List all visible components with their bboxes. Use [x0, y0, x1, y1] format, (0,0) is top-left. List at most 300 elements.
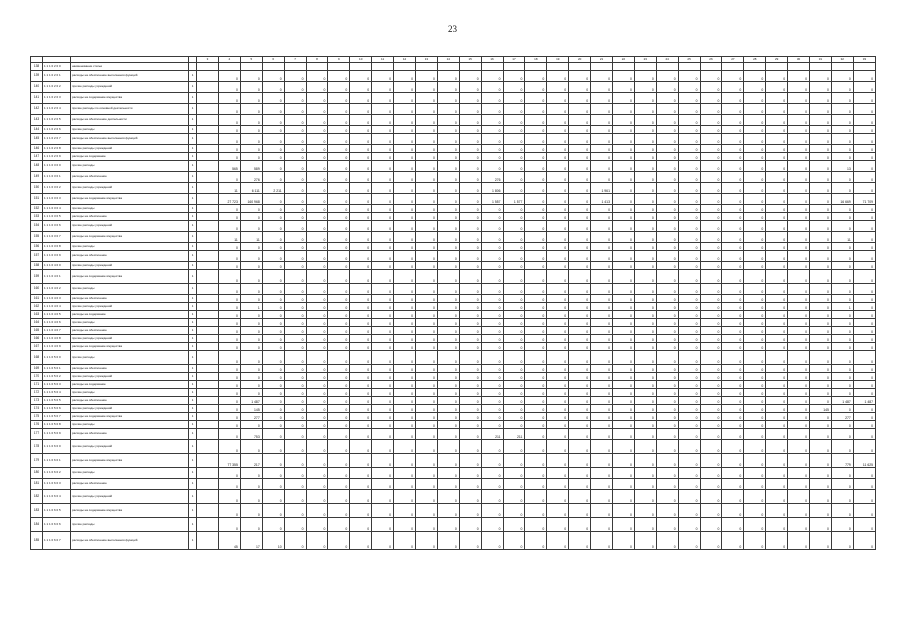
value-cell: 0	[612, 518, 634, 532]
row-name-cell: прочие расходы	[71, 284, 189, 295]
row-number-cell: 174	[31, 405, 43, 413]
value-cell: 0	[766, 343, 788, 351]
row-unit-cell: 1	[189, 115, 197, 126]
value-cell: 0	[306, 440, 328, 454]
value-cell: 0	[722, 335, 744, 343]
value-cell: 0	[547, 413, 569, 421]
value-cell: 0	[415, 504, 437, 518]
value-cell: 0	[350, 172, 372, 183]
row-unit-cell: 1	[189, 532, 197, 550]
row-code-cell: 1 1 1 0 5 0 3	[43, 381, 71, 389]
value-cell: 0	[240, 373, 262, 381]
value-cell	[197, 243, 219, 251]
value-cell: 0	[722, 405, 744, 413]
value-cell: 0	[437, 115, 459, 126]
value-cell: 0	[284, 295, 306, 303]
value-cell: 0	[306, 504, 328, 518]
value-cell: 0	[569, 134, 591, 145]
value-cell	[197, 504, 219, 518]
value-cell: 0	[415, 243, 437, 251]
value-cell: 0	[481, 405, 503, 413]
value-cell: 0	[809, 319, 831, 327]
value-cell: 0	[503, 82, 525, 93]
value-cell: 0	[262, 270, 284, 284]
value-cell: 0	[634, 303, 656, 311]
value-cell: 1	[240, 303, 262, 311]
value-cell: 0	[437, 221, 459, 232]
value-cell: 0	[437, 327, 459, 335]
value-cell: 0	[744, 153, 766, 161]
value-cell: 0	[306, 284, 328, 295]
value-cell: 0	[394, 145, 416, 153]
value-cell: 0	[831, 490, 853, 504]
value-cell: 0	[722, 284, 744, 295]
value-cell: 0	[481, 454, 503, 468]
value-cell: 0	[284, 365, 306, 373]
value-cell: 0	[700, 365, 722, 373]
value-cell: 0	[394, 327, 416, 335]
value-cell: 0	[853, 413, 875, 421]
table-row	[31, 104, 876, 115]
value-cell: 0	[525, 303, 547, 311]
value-cell: 0	[547, 93, 569, 104]
value-cell: 0	[284, 243, 306, 251]
value-cell	[197, 71, 219, 82]
value-cell: 0	[612, 343, 634, 351]
column-header: 4	[218, 57, 240, 63]
value-cell: 0	[853, 327, 875, 335]
value-cell: 0	[372, 351, 394, 365]
value-cell: 0	[766, 327, 788, 335]
value-cell: 0	[284, 172, 306, 183]
row-number-cell: 145	[31, 134, 43, 145]
value-cell: 0	[350, 262, 372, 270]
row-number-cell: 153	[31, 213, 43, 221]
value-cell: 0	[459, 243, 481, 251]
value-cell	[197, 104, 219, 115]
value-cell: 0	[809, 468, 831, 479]
value-cell: 0	[240, 284, 262, 295]
row-code-cell: 1 1 1 0 4 0 8	[43, 335, 71, 343]
value-cell: 0	[809, 93, 831, 104]
value-cell: 17	[240, 532, 262, 550]
value-cell: 0	[284, 284, 306, 295]
value-cell: 0	[262, 468, 284, 479]
value-cell: 0	[240, 213, 262, 221]
value-cell: 0	[569, 518, 591, 532]
value-cell: 0	[678, 440, 700, 454]
value-cell: 0	[525, 490, 547, 504]
value-cell: 0	[415, 327, 437, 335]
table-row	[31, 351, 876, 365]
value-cell: 0	[218, 270, 240, 284]
value-cell: 0	[481, 319, 503, 327]
value-cell: 0	[700, 343, 722, 351]
value-cell: 0	[853, 532, 875, 550]
value-cell: 0	[788, 504, 810, 518]
value-cell: 0	[306, 518, 328, 532]
value-cell: 0	[547, 194, 569, 205]
value-cell: 0	[481, 243, 503, 251]
value-cell: 0	[284, 232, 306, 243]
value-cell: 0	[240, 71, 262, 82]
value-cell: 0	[591, 232, 613, 243]
value-cell: 0	[240, 93, 262, 104]
value-cell: 0	[503, 172, 525, 183]
value-cell: 0	[722, 389, 744, 397]
value-cell: 0	[415, 490, 437, 504]
value-cell: 0	[503, 490, 525, 504]
column-header: 8	[306, 57, 328, 63]
value-cell: 0	[218, 243, 240, 251]
value-cell: 0	[328, 243, 350, 251]
value-cell: 0	[218, 145, 240, 153]
value-cell: 0	[306, 303, 328, 311]
value-cell: 0	[284, 504, 306, 518]
value-cell: 0	[306, 270, 328, 284]
value-cell: 0	[612, 327, 634, 335]
value-cell: 0	[525, 153, 547, 161]
value-cell: 0	[766, 532, 788, 550]
value-cell: 77 355	[218, 454, 240, 468]
value-cell: 0	[591, 115, 613, 126]
value-cell: 0	[415, 479, 437, 490]
value-cell: 0	[744, 221, 766, 232]
value-cell: 0	[831, 153, 853, 161]
value-cell: 0	[722, 221, 744, 232]
column-header: 9	[328, 57, 350, 63]
value-cell: 0	[503, 343, 525, 351]
value-cell: 0	[284, 213, 306, 221]
value-cell: 0	[569, 251, 591, 262]
value-cell: 1 806	[481, 183, 503, 194]
value-cell: 0	[612, 251, 634, 262]
value-cell: 0	[262, 161, 284, 172]
row-code-cell: 1 1 1 0 2 0 4	[43, 104, 71, 115]
value-cell	[197, 373, 219, 381]
value-cell: 0	[612, 172, 634, 183]
value-cell: 0	[459, 303, 481, 311]
value-cell: 0	[678, 468, 700, 479]
value-cell: 0	[766, 172, 788, 183]
value-cell: 0	[853, 262, 875, 270]
value-cell: 0	[240, 145, 262, 153]
value-cell: 0	[547, 115, 569, 126]
value-cell: 0	[700, 284, 722, 295]
value-cell: 0	[459, 93, 481, 104]
column-header: 17	[503, 57, 525, 63]
value-cell: 0	[503, 104, 525, 115]
table-row	[31, 440, 876, 454]
value-cell: 1 961	[591, 183, 613, 194]
value-cell: 0	[415, 335, 437, 343]
value-cell: 0	[481, 335, 503, 343]
table-row	[31, 397, 876, 405]
value-cell: 0	[744, 284, 766, 295]
table-row	[31, 232, 876, 243]
value-cell: 0	[809, 373, 831, 381]
value-cell: 0	[437, 93, 459, 104]
value-cell: 0	[634, 251, 656, 262]
column-header: 23	[634, 57, 656, 63]
value-cell: 0	[766, 183, 788, 194]
value-cell: 0	[766, 232, 788, 243]
value-cell: 0	[481, 389, 503, 397]
value-cell: 0	[328, 468, 350, 479]
row-number-cell: 162	[31, 303, 43, 311]
value-cell: 0	[350, 381, 372, 389]
row-code-cell: 1 1 1 0 3 0 4	[43, 205, 71, 213]
value-cell: 0	[853, 440, 875, 454]
value-cell: 0	[766, 311, 788, 319]
value-cell: 0	[678, 104, 700, 115]
value-cell: 0	[525, 243, 547, 251]
value-cell: 0	[831, 468, 853, 479]
value-cell: 0	[415, 373, 437, 381]
row-number-cell: 154	[31, 221, 43, 232]
value-cell: 0	[744, 194, 766, 205]
value-cell: 0	[809, 303, 831, 311]
value-cell	[197, 194, 219, 205]
value-cell: 0	[700, 454, 722, 468]
table-row	[31, 335, 876, 343]
value-cell: 0	[547, 397, 569, 405]
value-cell: 589	[240, 161, 262, 172]
value-cell: 0	[481, 413, 503, 421]
value-cell: 0	[284, 479, 306, 490]
row-number-cell: 159	[31, 270, 43, 284]
value-cell: 0	[766, 454, 788, 468]
value-cell: 0	[700, 479, 722, 490]
value-cell: 0	[722, 251, 744, 262]
value-cell: 0	[328, 381, 350, 389]
value-cell: 0	[634, 351, 656, 365]
table-row	[31, 126, 876, 134]
value-cell: 27 723	[218, 194, 240, 205]
row-unit-cell: 1	[189, 335, 197, 343]
row-code-cell: 1 1 1 0 3 0 8	[43, 243, 71, 251]
value-cell: 0	[569, 381, 591, 389]
value-cell: 0	[437, 126, 459, 134]
value-cell: 0	[634, 270, 656, 284]
value-cell: 0	[328, 213, 350, 221]
value-cell: 0	[569, 183, 591, 194]
value-cell: 0	[831, 319, 853, 327]
row-name-cell: прочие расходы	[71, 518, 189, 532]
value-cell: 0	[612, 295, 634, 303]
value-cell: 0	[766, 479, 788, 490]
row-name-cell: прочие расходы	[71, 389, 189, 397]
value-cell: 0	[394, 205, 416, 213]
row-number-cell: 156	[31, 243, 43, 251]
value-cell: 0	[634, 104, 656, 115]
value-cell: 0	[459, 518, 481, 532]
value-cell: 0	[284, 413, 306, 421]
value-cell: 0	[678, 183, 700, 194]
value-cell: 0	[722, 134, 744, 145]
value-cell: 0	[240, 468, 262, 479]
row-name-cell: расходы на содержание	[71, 381, 189, 389]
table-row	[31, 454, 876, 468]
value-cell	[197, 343, 219, 351]
value-cell: 0	[700, 327, 722, 335]
value-cell: 0	[481, 532, 503, 550]
row-unit-cell: 1	[189, 351, 197, 365]
value-cell: 0	[262, 343, 284, 351]
value-cell: 0	[612, 270, 634, 284]
value-cell: 0	[722, 213, 744, 221]
value-cell: 0	[656, 284, 678, 295]
value-cell: 0	[262, 243, 284, 251]
value-cell: 0	[809, 115, 831, 126]
value-cell: 0	[678, 327, 700, 335]
row-name-cell: расходы на обеспечение	[71, 479, 189, 490]
value-cell: 0	[569, 284, 591, 295]
value-cell: 0	[591, 262, 613, 270]
row-code-cell: 1 1 1 0 4 0 0	[43, 262, 71, 270]
value-cell: 0	[284, 303, 306, 311]
value-cell: 0	[481, 351, 503, 365]
value-cell: 0	[678, 311, 700, 319]
row-unit-cell: 1	[189, 365, 197, 373]
page-number: 23	[448, 24, 457, 34]
value-cell: 0	[328, 270, 350, 284]
row-code-cell: 1 1 1 0 6 0 4	[43, 490, 71, 504]
table-row	[31, 115, 876, 126]
value-cell: 0	[744, 343, 766, 351]
value-cell: 0	[284, 397, 306, 405]
value-cell: 0	[284, 251, 306, 262]
row-unit-cell: 1	[189, 373, 197, 381]
value-cell: 0	[722, 270, 744, 284]
value-cell: 0	[218, 134, 240, 145]
value-cell: 0	[612, 413, 634, 421]
value-cell: 0	[722, 126, 744, 134]
value-cell	[525, 63, 547, 71]
value-cell: 0	[328, 115, 350, 126]
value-cell	[853, 63, 875, 71]
value-cell: 0	[656, 71, 678, 82]
row-code-cell: 1 1 1 0 5 0 0	[43, 351, 71, 365]
row-number-cell: 160	[31, 284, 43, 295]
value-cell: 0	[394, 440, 416, 454]
row-code-cell: 1 1 1 0 2 0 7	[43, 134, 71, 145]
value-cell: 0	[831, 284, 853, 295]
value-cell: 0	[240, 518, 262, 532]
value-cell: 0	[437, 270, 459, 284]
value-cell: 0	[415, 213, 437, 221]
value-cell: 0	[350, 251, 372, 262]
row-unit-cell: 1	[189, 183, 197, 194]
table-row	[31, 365, 876, 373]
value-cell: 0	[591, 93, 613, 104]
value-cell	[197, 161, 219, 172]
value-cell	[197, 262, 219, 270]
value-cell: 0	[262, 335, 284, 343]
value-cell: 0	[350, 479, 372, 490]
value-cell: 0	[437, 71, 459, 82]
value-cell: 0	[415, 518, 437, 532]
row-unit-cell: 1	[189, 389, 197, 397]
value-cell	[197, 115, 219, 126]
value-cell: 0	[809, 153, 831, 161]
value-cell: 0	[394, 479, 416, 490]
row-code-cell: 1 1 1 0 3 0 5	[43, 213, 71, 221]
row-number-cell: 157	[31, 251, 43, 262]
row-code-cell: 1 1 1 0 5 0 5	[43, 397, 71, 405]
row-unit-cell: 1	[189, 93, 197, 104]
value-cell: 0	[766, 153, 788, 161]
value-cell: 0	[481, 440, 503, 454]
value-cell: 0	[328, 532, 350, 550]
value-cell: 0	[831, 183, 853, 194]
value-cell	[197, 429, 219, 440]
row-number-cell: 173	[31, 397, 43, 405]
value-cell: 0	[700, 311, 722, 319]
value-cell: 0	[722, 532, 744, 550]
value-cell: 0	[262, 389, 284, 397]
value-cell: 2 211	[262, 183, 284, 194]
value-cell: 0	[394, 295, 416, 303]
value-cell: 0	[634, 161, 656, 172]
value-cell: 0	[328, 373, 350, 381]
value-cell: 0	[744, 183, 766, 194]
value-cell: 0	[350, 468, 372, 479]
value-cell: 0	[415, 295, 437, 303]
value-cell: 0	[612, 284, 634, 295]
value-cell: 0	[459, 232, 481, 243]
value-cell: 0	[328, 194, 350, 205]
row-name-cell: прочие расходы учреждений	[71, 82, 189, 93]
value-cell: 0	[853, 311, 875, 319]
row-name-cell: прочие расходы учреждений	[71, 262, 189, 270]
value-cell: 0	[262, 319, 284, 327]
value-cell: 0	[722, 93, 744, 104]
value-cell: 0	[525, 440, 547, 454]
value-cell: 0	[459, 421, 481, 429]
value-cell: 0	[788, 221, 810, 232]
value-cell: 0	[525, 532, 547, 550]
value-cell: 0	[437, 351, 459, 365]
value-cell: 0	[218, 251, 240, 262]
value-cell: 0	[459, 145, 481, 153]
value-cell: 0	[525, 262, 547, 270]
value-cell: 0	[262, 205, 284, 213]
value-cell: 0	[744, 232, 766, 243]
value-cell: 0	[306, 343, 328, 351]
value-cell: 0	[503, 365, 525, 373]
value-cell: 0	[218, 115, 240, 126]
value-cell: 0	[678, 397, 700, 405]
row-name-cell: расходы на содержание	[71, 153, 189, 161]
value-cell: 0	[306, 413, 328, 421]
value-cell: 0	[415, 413, 437, 421]
value-cell: 0	[240, 490, 262, 504]
value-cell: 0	[503, 270, 525, 284]
value-cell	[656, 63, 678, 71]
value-cell: 0	[569, 232, 591, 243]
value-cell	[197, 303, 219, 311]
value-cell: 0	[437, 82, 459, 93]
value-cell: 0	[306, 115, 328, 126]
value-cell: 0	[678, 532, 700, 550]
row-code-cell: 1 1 1 0 2 0 5	[43, 115, 71, 126]
row-name-cell: прочие расходы по основной деятельности	[71, 104, 189, 115]
value-cell: 0	[591, 161, 613, 172]
row-code-cell: 1 1 1 0 6 0 1	[43, 454, 71, 468]
value-cell: 0	[350, 397, 372, 405]
value-cell: 0	[284, 82, 306, 93]
